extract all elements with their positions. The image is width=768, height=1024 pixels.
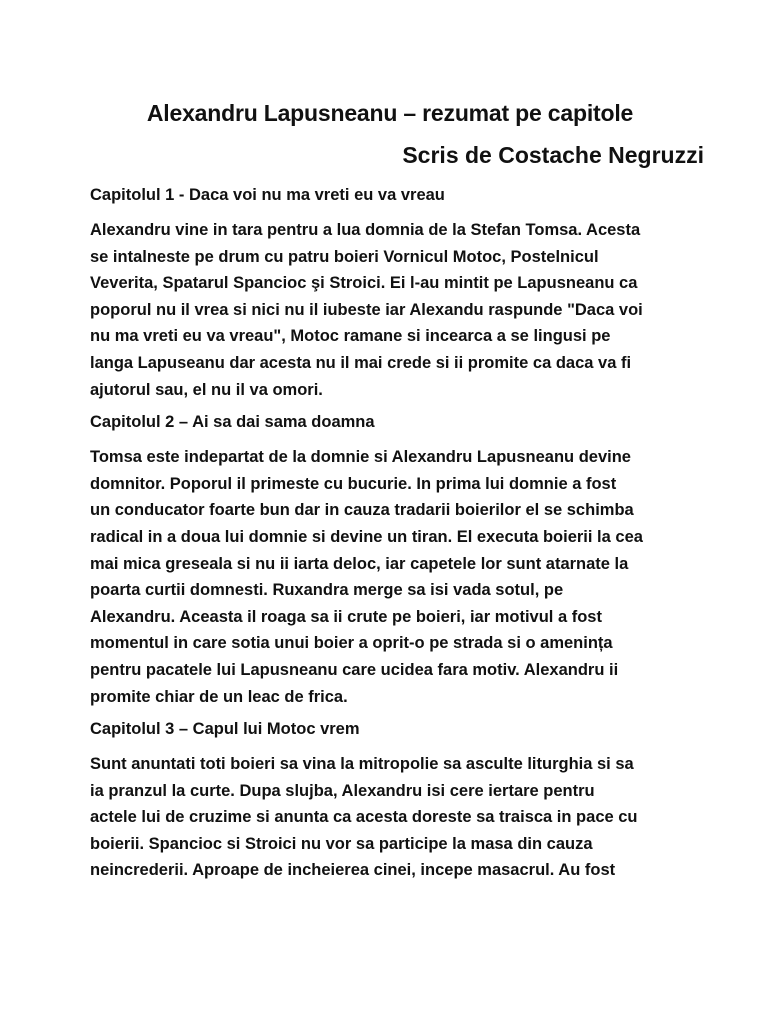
paragraph-line: actele lui de cruzime si anunta ca acesta doreste sa traisca in pace cu xyxy=(90,808,638,827)
chapter-heading: Capitolul 1 - Daca voi nu ma vreti eu va vreau xyxy=(90,186,445,204)
paragraph-line: Alexandru. Aceasta il roaga sa ii crute pe boieri, iar motivul a fost xyxy=(90,607,602,626)
paragraph-line: Tomsa este indepartat de la domnie si Alexandru Lapusneanu devine xyxy=(90,448,631,467)
paragraph-line: nu ma vreti eu va vreau", Motoc ramane si incearca a se lingusi pe xyxy=(90,327,611,346)
paragraph-line: boierii. Spancioc si Stroici nu vor sa participe la masa din cauza xyxy=(90,834,593,853)
document-title: Alexandru Lapusneanu – rezumat pe capitole xyxy=(146,100,634,126)
paragraph-line: un conducator foarte bun dar in cauza tradarii boierilor el se schimba xyxy=(90,501,634,520)
paragraph-line: mai mica greseala si nu ii iarta deloc, iar capetele lor sunt atarnate la xyxy=(90,554,629,573)
paragraph-line: Veverita, Spatarul Spancioc şi Stroici. Ei l-au mintit pe Lapusneanu ca xyxy=(90,274,638,293)
chapter-paragraph xyxy=(90,751,690,884)
chapter-paragraph xyxy=(90,217,690,403)
paragraph-line: promite chiar de un leac de frica. xyxy=(90,687,348,706)
chapter-heading: Capitolul 2 – Ai sa dai sama doamna xyxy=(90,413,375,432)
paragraph-line: ia pranzul la curte. Dupa slujba, Alexandru isi cere iertare pentru xyxy=(90,781,595,800)
paragraph-line: ajutorul sau, el nu il va omori. xyxy=(90,380,323,399)
paragraph-line: Sunt anuntati toti boieri sa vina la mitropolie sa asculte liturghia si sa xyxy=(90,755,634,774)
paragraph-line: radical in a doua lui domnie si devine un tiran. El executa boierii la cea xyxy=(90,527,643,546)
paragraph-line: Alexandru vine in tara pentru a lua domnia de la Stefan Tomsa. Acesta xyxy=(90,221,641,239)
document-page xyxy=(90,92,704,884)
chapter-heading: Capitolul 3 – Capul lui Motoc vrem xyxy=(90,720,360,739)
paragraph-line: neincrederii. Aproape de incheierea cinei, incepe masacrul. Au fost xyxy=(90,861,616,880)
paragraph-line: se intalneste pe drum cu patru boieri Vornicul Motoc, Postelnicul xyxy=(90,247,599,266)
document-body xyxy=(90,182,690,884)
paragraph-line: poporul nu il vrea si nici nu il iubeste iar Alexandu raspunde "Daca voi xyxy=(90,300,643,319)
paragraph-line: domnitor. Poporul il primeste cu bucurie. In prima lui domnie a fost xyxy=(90,474,617,493)
paragraph-line: pentru pacatele lui Lapusneanu care ucidea fara motiv. Alexandru ii xyxy=(90,660,619,679)
chapter-paragraph xyxy=(90,444,690,710)
paragraph-line: langa Lapuseanu dar acesta nu il mai crede si ii promite ca daca va fi xyxy=(90,353,632,372)
paragraph-line: poarta curtii domnesti. Ruxandra merge sa isi vada sotul, pe xyxy=(90,581,564,600)
document-author: Scris de Costache Negruzzi xyxy=(402,142,704,168)
paragraph-line: momentul in care sotia unui boier a oprit-o pe strada si o amenința xyxy=(90,634,613,653)
